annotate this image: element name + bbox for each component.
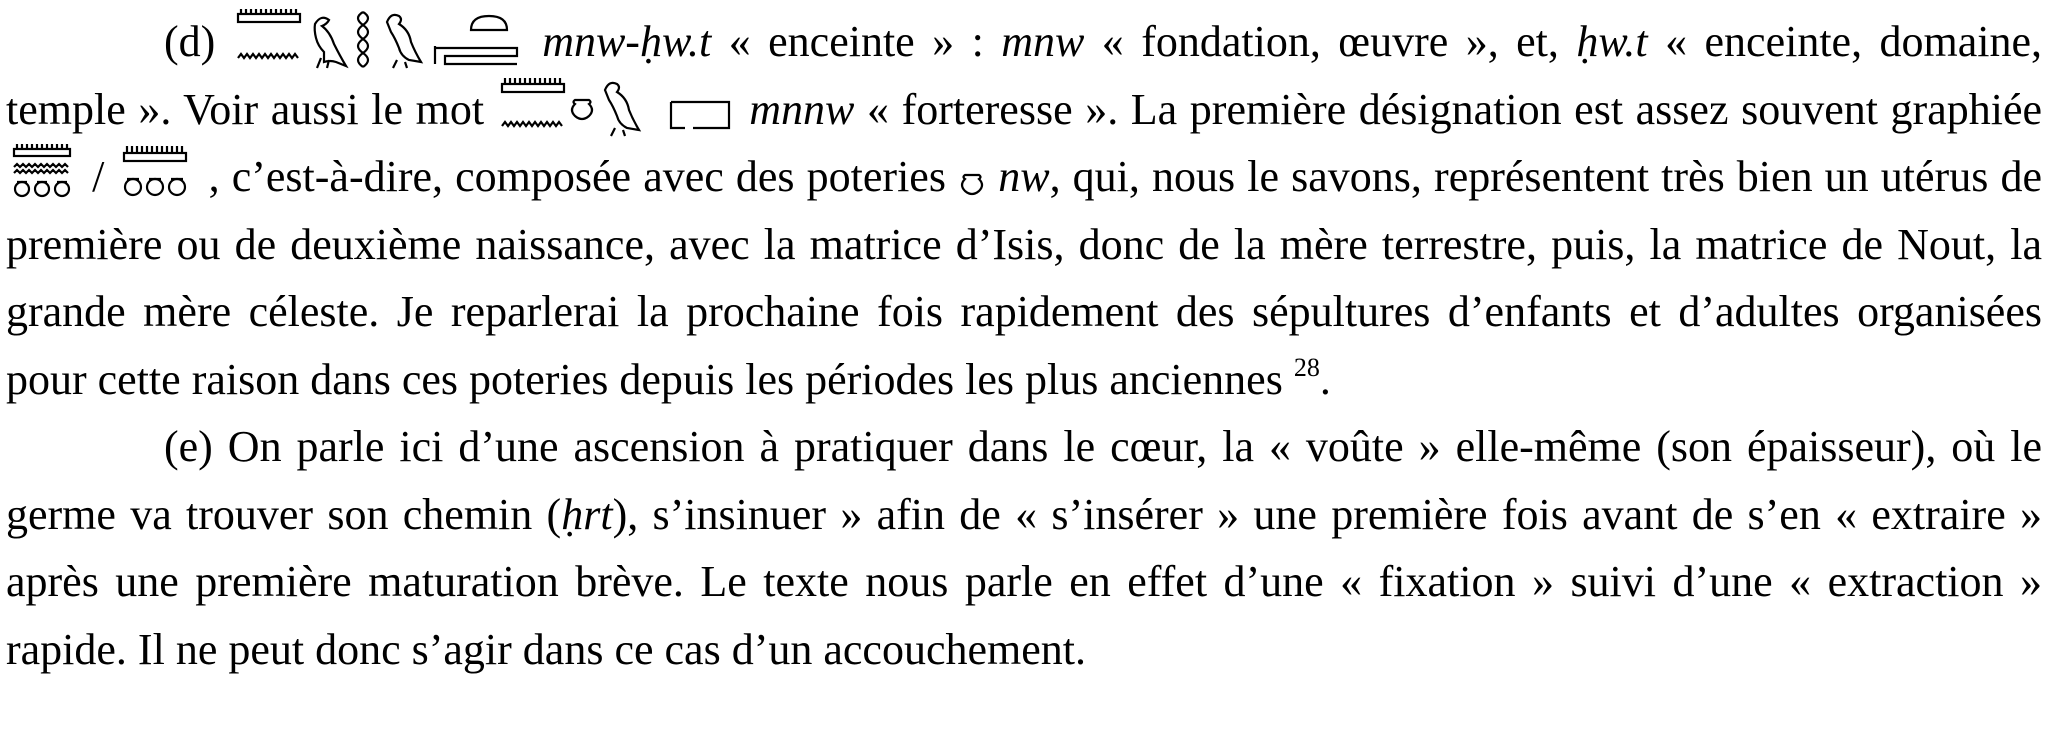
transliteration-nw: nw bbox=[998, 152, 1050, 201]
hieroglyph-mn-water-three-pots bbox=[8, 143, 78, 205]
footnote-ref-28[interactable]: 28 bbox=[1293, 352, 1320, 382]
vulture-glyph bbox=[314, 18, 345, 68]
mn-gameboard-glyph bbox=[502, 84, 564, 92]
hieroglyph-mn-three-pots bbox=[118, 143, 194, 205]
water-ripple-glyph bbox=[238, 54, 298, 58]
transliteration-mnnw: mnnw bbox=[749, 84, 855, 134]
transliteration-hrt: ḥrt bbox=[561, 489, 613, 539]
hieroglyph-group-mnw-hwt bbox=[235, 8, 523, 70]
pot-glyph bbox=[572, 100, 592, 119]
transliteration-hwt: ḥw.t bbox=[1576, 17, 1648, 66]
quail-chick-glyph bbox=[387, 15, 421, 68]
hieroglyph-group-mnnw bbox=[499, 76, 735, 138]
document-page bbox=[6, 8, 2042, 683]
enclosure-glyph bbox=[435, 46, 517, 64]
mn-gameboard-glyph bbox=[238, 14, 300, 22]
twisted-wick-glyph bbox=[358, 12, 368, 67]
pot-glyph bbox=[960, 165, 984, 205]
water-ripple-glyph bbox=[502, 122, 562, 126]
item-label-d: (d) bbox=[164, 17, 216, 66]
bread-loaf-glyph bbox=[471, 16, 507, 30]
paragraph-e: (e) On parle ici d’une ascension à pratiquer dans le cœur, la « voûte » elle-même (son épaisseur), où le germe va trouver son chemin (ḥrt), s’insinuer » afin de « s’insérer » une première fois avant de s’en « extraire » après une première maturation brève. Le texte nous parle en effet d’une « fixation » suivi d’une « extraction » rapide. Il ne peut donc s’agir dans ce cas d’un accouchement. bbox=[6, 422, 2042, 674]
transliteration-mnw-hwt: mnw-ḥw.t bbox=[542, 17, 712, 66]
paragraph-d: (d) mnw-ḥw.t « enceinte » : mnw « fondation, œuvre », et, ḥw.t « enceinte, domaine, temple ». Voir aussi le mot mnnw « forteresse ». La première désignation est assez souvent graphiée / , c’est-à-dire, composée avec des poteries nw, qui, nous le savons, représentent très bien un utérus de première ou de deuxième naissance, avec la matrice d’Isis, donc de la mère terrestre, puis, la matrice de Nout, la grande mère céleste. Je reparlerai la prochaine fois rapidement des sépultures d’enfants et d’adultes organisées pour cette raison dans ces poteries depuis les périodes les plus anciennes $^{28}$. bbox=[6, 8, 2042, 413]
transliteration-mnw: mnw bbox=[1001, 17, 1085, 66]
house-plan-glyph bbox=[671, 102, 729, 128]
quail-chick-glyph bbox=[605, 82, 639, 135]
